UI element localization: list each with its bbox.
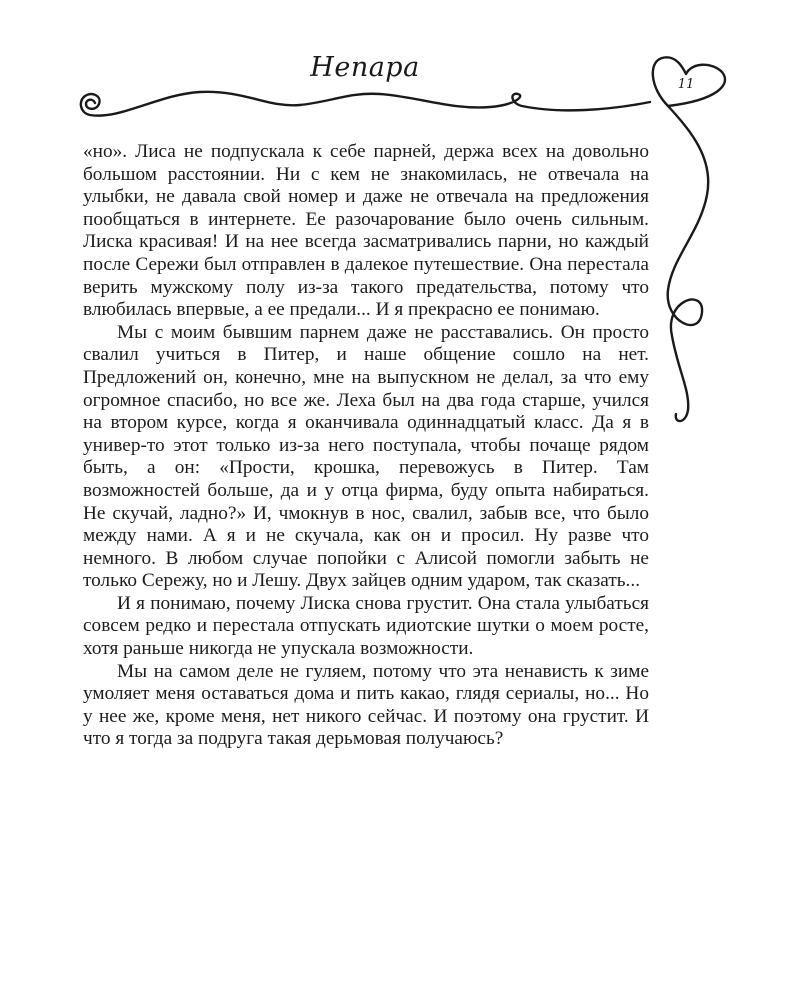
paragraph: Мы на самом деле не гуляем, потому что эта ненависть к зиме умоляет меня оставаться дома и пить какао, глядя сериалы, но... Но у нее же, кроме меня, нет никого сейчас. И поэтому она грустит. И что я тогда за подруга такая дерьмовая получаюсь?: [83, 660, 649, 750]
page-number: 11: [677, 77, 695, 92]
running-title: Непара: [310, 52, 420, 83]
body-text: [83, 141, 649, 751]
paragraph: «но». Лиса не подпускала к себе парней, держа всех на довольно большом расстоянии. Ни с кем не знакомилась, не отвечала на улыбки, не давала свой номер и даже не отвечала на предложения пообщаться в интернете. Ее разочарование было очень сильным. Лиска красивая! И на нее всегда засматривались парни, но каждый после Сережи был отправлен в далекое путешествие. Она перестала верить мужскому полу из-за такого предательства, потому что влюбилась впервые, а ее предали... И я прекрасно ее понимаю.: [83, 141, 649, 321]
paragraph: Мы с моим бывшим парнем даже не расставались. Он просто свалил учиться в Питер, и наше общение сошло на нет. Предложений он, конечно, мне на выпускном не делал, за что ему огромное спасибо, но все же. Леха был на два года старше, учился на втором курсе, когда я оканчивала одиннадцатый класс. Да я в универ-то этот только из-за него поступала, чтобы почаще рядом быть, а он: «Прости, крошка, перевожусь в Питер. Там возможностей больше, да и у отца фирма, буду опыта набираться. Не скучай, ладно?» И, чмокнув в нос, свалил, забыв все, что было между нами. А я и не скучала, как он и просил. Ну разве что немного. В любом случае попойки с Алисой помогли забыть не только Сережу, но и Лешу. Двух зайцев одним ударом, так сказать...: [83, 321, 649, 592]
paragraph: И я понимаю, почему Лиска снова грустит. Она стала улыбаться совсем редко и перестала отпускать идиотские шутки о моем росте, хотя раньше никогда не упускала возможности.: [83, 592, 649, 660]
